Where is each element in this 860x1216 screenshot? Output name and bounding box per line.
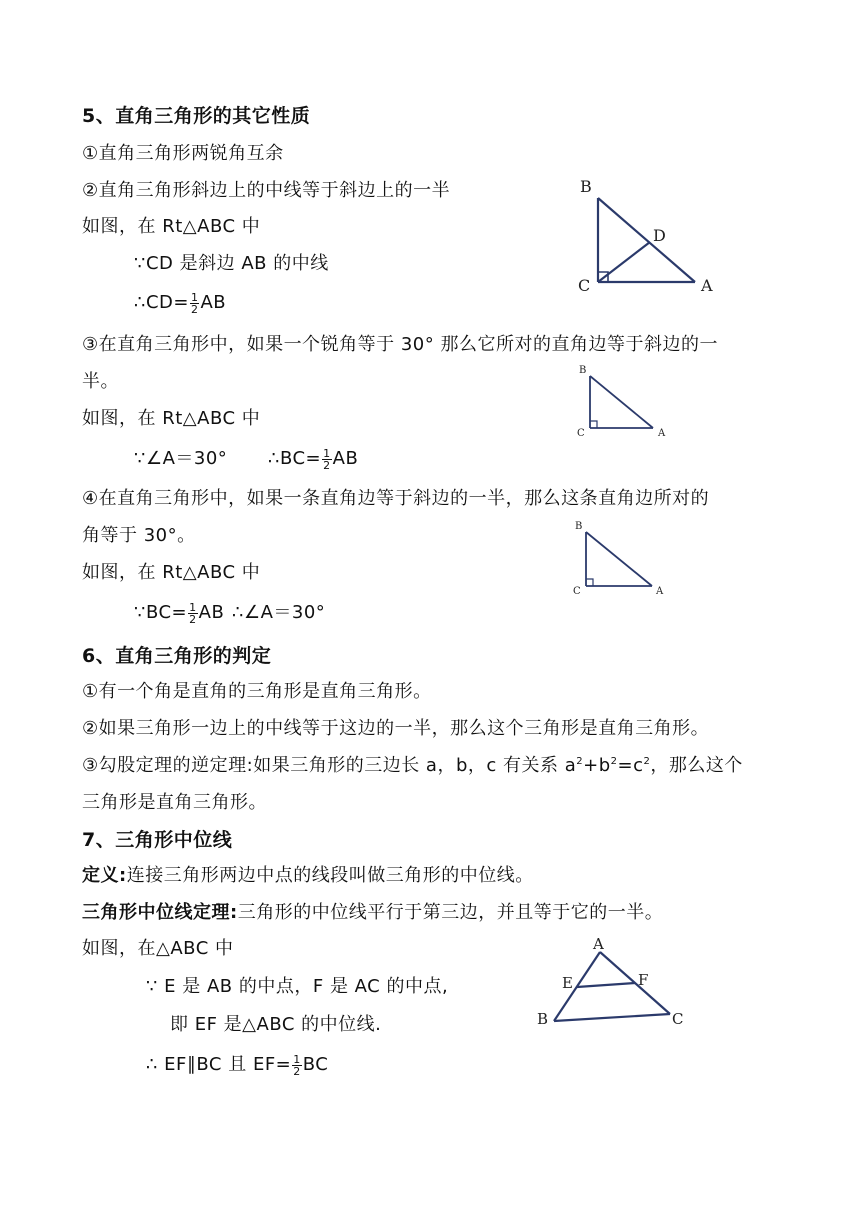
fraction-one-half: $\frac{1}{2}$ xyxy=(189,600,197,626)
vertex-B: B xyxy=(579,365,587,376)
midline-theorem: 三角形中位线定理:三角形的中位线平行于第三边，并且等于它的一半。 xyxy=(82,902,664,923)
property-1: ①直角三角形两锐角互余 xyxy=(82,143,284,164)
point-F: F xyxy=(638,971,649,989)
section-6-title: 6、直角三角形的判定 xyxy=(82,645,272,667)
vertex-B: B xyxy=(580,177,592,196)
property-2: ②直角三角形斜边上的中线等于斜边上的一半 xyxy=(82,180,451,201)
property-2-therefore: ∴CD= $\frac{1}{2}$ AB xyxy=(134,290,227,316)
section-5-title: 5、直角三角形的其它性质 xyxy=(82,105,311,127)
vertex-C: C xyxy=(578,276,591,295)
point-E: E xyxy=(562,974,573,992)
vertex-A: A xyxy=(656,586,664,597)
vertex-C: C xyxy=(573,586,581,597)
vertex-A: A xyxy=(658,428,666,439)
vertex-C: C xyxy=(577,428,585,439)
vertex-B: B xyxy=(537,1010,549,1028)
vertex-C: C xyxy=(672,1010,684,1028)
midline-that-is: 即 EF 是△ABC 的中位线. xyxy=(170,1014,382,1035)
criterion-1: ①有一个角是直角的三角形是直角三角形。 xyxy=(82,681,432,702)
property-3-therefore: ∴BC= $\frac{1}{2}$ AB xyxy=(268,446,359,472)
midline-because: ∵ E 是 AB 的中点，F 是 AC 的中点, xyxy=(146,976,449,997)
criterion-3-line-1: ③勾股定理的逆定理:如果三角形的三边长 a，b，c 有关系 $a^2+b^2=c^2$，那么这个 xyxy=(82,755,743,776)
criterion-3-line-2: 三角形是直角三角形。 xyxy=(82,792,267,813)
vertex-A: A xyxy=(593,935,604,953)
property-2-because: ∵CD 是斜边 AB 的中线 xyxy=(134,253,329,274)
property-3-line-1: ③在直角三角形中，如果一个锐角等于 30° 那么它所对的直角边等于斜边的一 xyxy=(82,334,718,355)
property-4-because: ∵BC= $\frac{1}{2}$ AB xyxy=(134,600,225,626)
vertex-B: B xyxy=(575,521,583,532)
section-7-title: 7、三角形中位线 xyxy=(82,829,233,851)
fraction-one-half: $\frac{1}{2}$ xyxy=(323,446,331,472)
figure-triangle-midline xyxy=(532,930,692,1035)
definition: 定义:连接三角形两边中点的线段叫做三角形的中位线。 xyxy=(82,865,534,886)
figure-right-triangle-30 xyxy=(575,362,675,442)
fraction-one-half: $\frac{1}{2}$ xyxy=(293,1052,301,1078)
criterion-2: ②如果三角形一边上的中线等于这边的一半，那么这个三角形是直角三角形。 xyxy=(82,718,710,739)
vertex-D: D xyxy=(653,226,666,245)
property-4-figure-intro: 如图，在 Rt△ABC 中 xyxy=(82,562,261,583)
property-4-line-1: ④在直角三角形中，如果一条直角边等于斜边的一半，那么这条直角边所对的 xyxy=(82,488,710,509)
fraction-one-half: $\frac{1}{2}$ xyxy=(190,290,199,316)
figure-right-triangle-half-leg xyxy=(572,518,672,600)
midline-therefore: ∴ EF∥BC 且 EF= $\frac{1}{2}$ BC xyxy=(146,1052,329,1078)
property-2-figure-intro: 如图，在 Rt△ABC 中 xyxy=(82,216,261,237)
property-3-because: ∵∠A＝30° xyxy=(134,448,228,469)
property-3-figure-intro: 如图，在 Rt△ABC 中 xyxy=(82,408,261,429)
property-3-line-2: 半。 xyxy=(82,371,119,392)
vertex-A: A xyxy=(701,276,713,295)
midline-figure-intro: 如图，在△ABC 中 xyxy=(82,938,234,959)
property-4-line-2: 角等于 30°。 xyxy=(82,525,196,546)
figure-right-triangle-median xyxy=(570,172,730,297)
property-4-therefore: ∴∠A＝30° xyxy=(232,602,326,623)
